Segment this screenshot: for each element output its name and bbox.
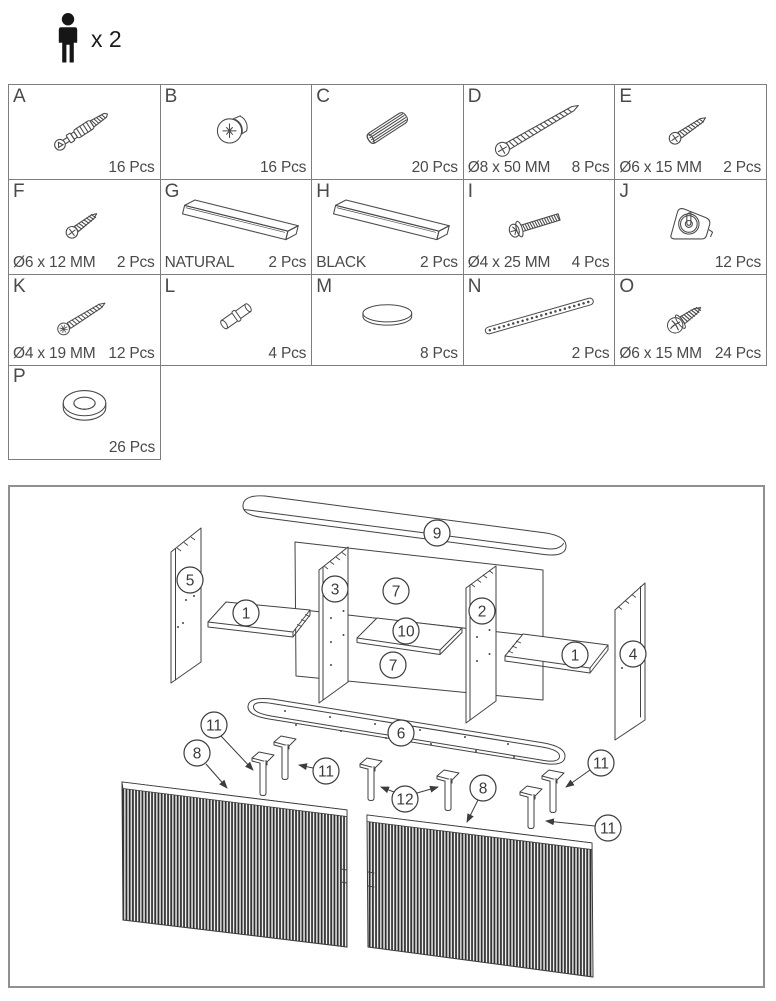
- part-spec: Ø4 x 25 MM: [467, 254, 551, 271]
- part-letter: O: [619, 276, 635, 297]
- leg: [360, 758, 382, 801]
- svg-text:10: 10: [397, 623, 415, 641]
- part-cell-L: [161, 275, 313, 366]
- part-qty: 8 Pcs: [571, 159, 610, 176]
- left-side-panel: [171, 528, 201, 683]
- leg: [274, 736, 296, 780]
- svg-text:8: 8: [478, 780, 488, 798]
- part-letter: L: [164, 276, 176, 297]
- callout-left-divider: [322, 576, 348, 602]
- svg-text:4: 4: [628, 646, 638, 664]
- right-divider-panel: [466, 566, 496, 723]
- svg-text:7: 7: [388, 657, 398, 675]
- assembly-diagram: [8, 485, 765, 988]
- part-qty: 2 Pcs: [116, 254, 155, 271]
- part-letter: K: [13, 276, 26, 297]
- part-cell-N: [464, 275, 616, 366]
- part-qty: 20 Pcs: [411, 159, 458, 176]
- svg-text:5: 5: [185, 572, 195, 590]
- part-letter: A: [13, 86, 26, 107]
- part-cell-B: [161, 85, 313, 180]
- part-cell-D: [464, 85, 616, 180]
- callout-right-divider: [469, 598, 495, 624]
- wood-dowel-icon: [315, 98, 460, 158]
- callout-right-door: [470, 775, 496, 801]
- part-cell-M: [312, 275, 464, 366]
- part-letter: D: [467, 86, 482, 107]
- glide-pad-icon: [315, 288, 460, 344]
- callout-leg-11f: [595, 815, 621, 841]
- part-spec: Ø4 x 19 MM: [13, 345, 96, 362]
- svg-text:8: 8: [192, 745, 202, 763]
- part-qty: 2 Pcs: [723, 159, 761, 176]
- left-door: [122, 782, 347, 947]
- svg-text:6: 6: [396, 725, 406, 743]
- part-qty: 16 Pcs: [260, 159, 307, 176]
- svg-text:2: 2: [477, 603, 487, 621]
- corner-bracket-icon: [618, 193, 763, 253]
- part-spec: Ø8 x 50 MM: [467, 159, 551, 176]
- svg-text:11: 11: [592, 755, 610, 773]
- perforated-strip-icon: [467, 288, 612, 344]
- panhead-screw-icon: [618, 288, 763, 344]
- top-panel: [243, 496, 566, 555]
- svg-text:11: 11: [205, 717, 223, 735]
- part-cell-E: [615, 85, 767, 180]
- left-divider-panel: [319, 547, 348, 703]
- part-spec: Ø6 x 12 MM: [13, 254, 96, 271]
- part-cell-F: [9, 180, 161, 275]
- callout-leg-11a: [201, 712, 227, 738]
- flathead-screw-icon: [618, 98, 763, 158]
- leg: [437, 770, 459, 811]
- part-qty: 26 Pcs: [108, 439, 155, 456]
- part-cell-I: [464, 180, 616, 275]
- part-letter: P: [13, 366, 26, 387]
- part-qty: 16 Pcs: [108, 159, 155, 176]
- callout-legs-middle: [392, 786, 418, 812]
- parts-table: [8, 84, 767, 366]
- callout-top-panel: [424, 520, 450, 546]
- right-door: [367, 815, 593, 977]
- part-qty: 4 Pcs: [268, 345, 307, 362]
- part-spec: Ø6 x 15 MM: [619, 159, 702, 176]
- part-cell-A: [9, 85, 161, 180]
- callout-back-upper: [383, 578, 409, 604]
- part-qty: 12 Pcs: [714, 254, 761, 271]
- svg-text:1: 1: [241, 605, 251, 623]
- callout-right-shelf: [562, 642, 588, 668]
- flathead-screw-icon: [12, 288, 157, 344]
- part-letter: C: [316, 86, 330, 107]
- cam-bolt-icon: [12, 98, 157, 158]
- part-spec: Ø6 x 15 MM: [619, 345, 702, 362]
- part-cell-P: [8, 365, 161, 460]
- part-letter: N: [467, 276, 482, 297]
- svg-text:9: 9: [432, 525, 442, 543]
- part-qty: 2 Pcs: [268, 254, 307, 271]
- part-letter: H: [316, 181, 330, 202]
- left-shelf: [208, 602, 310, 637]
- part-cell-O: [615, 275, 767, 366]
- leg: [252, 752, 274, 796]
- part-letter: G: [164, 181, 180, 202]
- part-letter: M: [316, 276, 333, 297]
- flathead-screw-icon: [12, 193, 157, 253]
- callout-left-door: [184, 740, 210, 766]
- wood-strip-icon: [164, 193, 309, 253]
- callout-leg-11e: [588, 750, 614, 776]
- part-qty: 12 Pcs: [108, 345, 155, 362]
- callout-back-lower: [380, 652, 406, 678]
- callout-bottom-panel: [388, 720, 414, 746]
- washer-icon: [12, 378, 157, 438]
- svg-text:11: 11: [599, 820, 617, 838]
- callout-leg-11b: [313, 758, 339, 784]
- part-letter: F: [13, 181, 25, 202]
- part-cell-H: [312, 180, 464, 275]
- person-count-label: x 2: [91, 26, 122, 52]
- svg-text:1: 1: [570, 647, 580, 665]
- part-qty: 8 Pcs: [420, 345, 458, 362]
- part-letter: E: [619, 86, 633, 107]
- wood-strip-icon: [315, 193, 460, 253]
- cam-lock-icon: [164, 98, 309, 158]
- part-cell-K: [9, 275, 161, 366]
- part-qty: 24 Pcs: [714, 345, 761, 362]
- part-cell-C: [312, 85, 464, 180]
- part-letter: J: [619, 181, 629, 202]
- callout-middle-shelf: [393, 618, 419, 644]
- part-cell-J: [615, 180, 767, 275]
- svg-text:12: 12: [396, 791, 414, 809]
- part-qty: 2 Pcs: [571, 345, 610, 362]
- part-letter: I: [467, 181, 474, 202]
- callout-left-shelf: [233, 600, 259, 626]
- part-spec: BLACK: [316, 254, 367, 271]
- flathead-screw-icon: [467, 98, 612, 158]
- part-qty: 4 Pcs: [571, 254, 610, 271]
- leg: [520, 786, 542, 829]
- shelf-pin-icon: [164, 288, 309, 344]
- part-letter: B: [164, 86, 178, 107]
- part-cell-G: [161, 180, 313, 275]
- leg: [542, 770, 564, 813]
- svg-text:11: 11: [317, 763, 335, 781]
- part-qty: 2 Pcs: [420, 254, 458, 271]
- callout-right-side-panel: [620, 641, 646, 667]
- svg-text:7: 7: [391, 583, 401, 601]
- part-spec: NATURAL: [164, 254, 235, 271]
- person-icon: [53, 12, 83, 69]
- svg-text:3: 3: [330, 581, 340, 599]
- panhead-bolt-icon: [467, 193, 612, 253]
- callout-left-side-panel: [177, 567, 203, 593]
